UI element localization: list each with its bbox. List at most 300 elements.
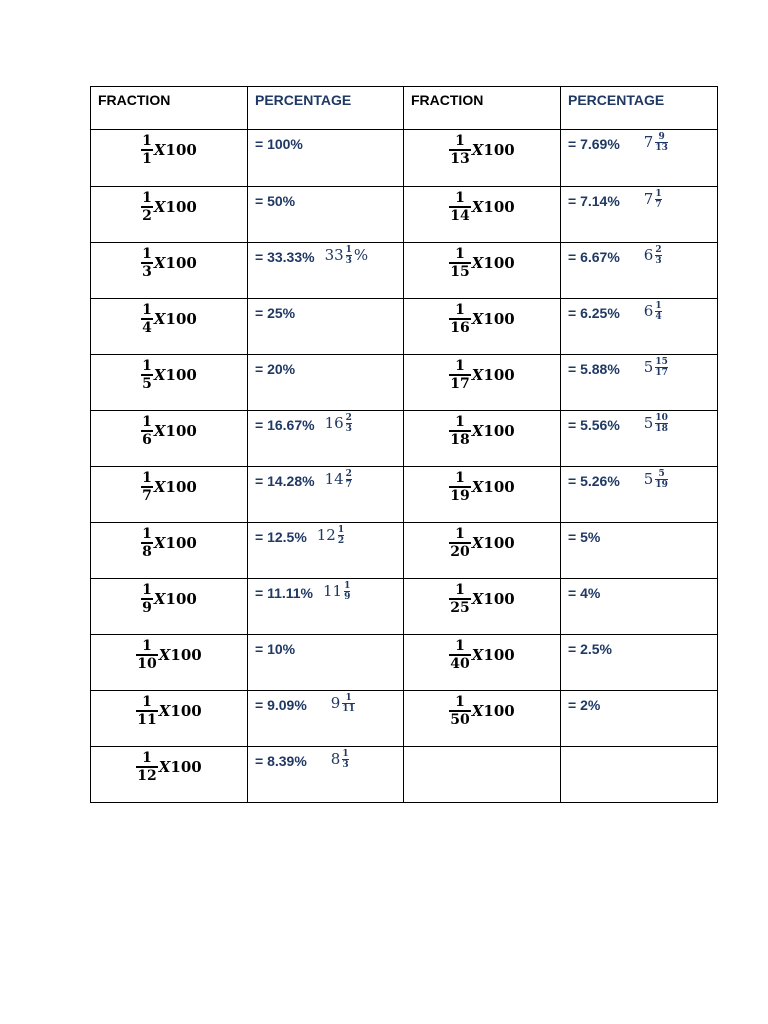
mixed-whole: 7: [643, 133, 654, 152]
mixed-denominator: 9: [344, 591, 351, 602]
multiplier: [472, 366, 515, 384]
fraction: [449, 302, 470, 336]
fraction-denominator: 3: [142, 264, 152, 280]
fraction-numerator: 1: [142, 638, 152, 654]
fraction: [449, 638, 470, 672]
mixed-denominator: 13: [655, 142, 668, 153]
table-row: [91, 579, 718, 635]
percentage-cell: [248, 747, 404, 803]
fraction-numerator: 1: [142, 414, 152, 430]
mixed-numerator: 9: [658, 131, 665, 142]
fraction-cell: [404, 243, 561, 299]
multiplier: [472, 141, 515, 159]
fraction-numerator: 1: [142, 358, 152, 374]
hundred-value: 100: [483, 422, 515, 440]
hundred-value: 100: [165, 310, 197, 328]
fraction-denominator: 20: [450, 544, 470, 560]
percentage-cell: [561, 747, 718, 803]
mixed-number: [644, 413, 668, 434]
mixed-whole: 8: [330, 750, 341, 769]
mixed-number: [331, 693, 355, 714]
table-row: [91, 747, 718, 803]
mixed-numerator: 1: [345, 692, 352, 703]
mixed-fraction: [655, 413, 668, 434]
percentage-cell: [248, 130, 404, 187]
fraction: [136, 694, 157, 728]
hundred-value: 100: [483, 366, 515, 384]
mixed-fraction: [655, 245, 661, 266]
fraction-expression: [449, 246, 514, 280]
fraction-expression: [449, 358, 514, 392]
percentage-cell: [248, 411, 404, 467]
table-row: [91, 130, 718, 187]
fraction-cell: [91, 691, 248, 747]
percentage-value: = 11.11%: [255, 585, 314, 601]
fraction-expression: [141, 246, 197, 280]
percentage-value: = 2%: [568, 697, 601, 713]
mixed-denominator: 11: [342, 703, 355, 714]
multiply-symbol: X: [471, 478, 484, 496]
hundred-value: 100: [483, 478, 515, 496]
fraction-denominator: 10: [137, 656, 157, 672]
fraction-expression: [141, 358, 197, 392]
hundred-value: 100: [483, 254, 515, 272]
multiply-symbol: X: [153, 478, 166, 496]
fraction-cell: [91, 243, 248, 299]
fraction-cell: [91, 579, 248, 635]
column-header-fraction: FRACTION: [91, 87, 248, 130]
fraction-expression: [141, 190, 197, 224]
fraction: [449, 582, 470, 616]
mixed-fraction: [342, 693, 355, 714]
percentage-cell: [561, 467, 718, 523]
hundred-value: 100: [165, 590, 197, 608]
hundred-value: 100: [170, 702, 202, 720]
mixed-denominator: 3: [342, 759, 349, 770]
fraction: [449, 246, 470, 280]
hundred-value: 100: [165, 254, 197, 272]
multiply-symbol: X: [471, 422, 484, 440]
fraction-expression: [449, 133, 514, 167]
mixed-number: [644, 357, 668, 378]
percentage-cell: [248, 299, 404, 355]
fraction: [141, 133, 153, 167]
mixed-denominator: 3: [345, 255, 352, 266]
fraction-expression: [141, 526, 197, 560]
mixed-number: [323, 581, 350, 602]
fraction-cell: [404, 355, 561, 411]
fraction-numerator: 1: [142, 750, 152, 766]
fraction-denominator: 1: [142, 151, 152, 167]
percentage-value: = 5%: [568, 529, 601, 545]
mixed-fraction: [655, 132, 668, 153]
multiply-symbol: X: [471, 141, 484, 159]
multiply-symbol: X: [471, 702, 484, 720]
mixed-number: [331, 749, 349, 770]
mixed-number: [644, 132, 668, 153]
mixed-whole: 5: [643, 470, 654, 489]
multiply-symbol: X: [153, 198, 166, 216]
mixed-fraction: [346, 245, 352, 266]
fraction-cell: [404, 299, 561, 355]
fraction-denominator: 15: [450, 264, 470, 280]
fraction-denominator: 5: [142, 376, 152, 392]
percentage-cell: [561, 355, 718, 411]
percentage-cell: [561, 635, 718, 691]
mixed-whole: 14: [324, 470, 344, 489]
multiplier: [154, 310, 197, 328]
fraction-expression: [141, 470, 197, 504]
mixed-denominator: 7: [345, 479, 352, 490]
mixed-fraction: [342, 749, 348, 770]
hundred-value: 100: [165, 141, 197, 159]
fraction-expression: [141, 302, 197, 336]
multiply-symbol: X: [471, 310, 484, 328]
fraction-cell: [404, 691, 561, 747]
mixed-fraction: [346, 469, 352, 490]
mixed-fraction: [338, 525, 344, 546]
hundred-value: 100: [483, 141, 515, 159]
fraction: [449, 414, 470, 448]
fraction-numerator: 1: [455, 694, 465, 710]
fraction-numerator: 1: [455, 582, 465, 598]
fraction-cell: [404, 579, 561, 635]
mixed-whole: 12: [316, 526, 336, 545]
percentage-cell: [561, 523, 718, 579]
fraction-denominator: 13: [450, 151, 470, 167]
multiply-symbol: X: [471, 590, 484, 608]
percentage-cell: [248, 355, 404, 411]
fraction: [141, 302, 153, 336]
mixed-denominator: 18: [655, 423, 668, 434]
percentage-value: = 33.33%: [255, 249, 315, 265]
mixed-number: [317, 525, 344, 546]
hundred-value: 100: [170, 646, 202, 664]
percentage-cell: [561, 243, 718, 299]
fraction-numerator: 1: [142, 302, 152, 318]
mixed-numerator: 1: [655, 300, 662, 311]
multiplier: [159, 758, 202, 776]
mixed-numerator: 2: [655, 244, 662, 255]
hundred-value: 100: [483, 534, 515, 552]
percentage-value: = 7.14%: [568, 193, 620, 209]
percentage-cell: [248, 635, 404, 691]
fraction-expression: [449, 582, 514, 616]
multiplier: [154, 534, 197, 552]
fraction-denominator: 9: [142, 600, 152, 616]
multiply-symbol: X: [153, 141, 166, 159]
fraction-numerator: 1: [455, 302, 465, 318]
multiplier: [159, 646, 202, 664]
table-row: [91, 187, 718, 243]
percentage-cell: [248, 187, 404, 243]
hundred-value: 100: [483, 310, 515, 328]
fraction-numerator: 1: [142, 582, 152, 598]
multiply-symbol: X: [471, 254, 484, 272]
hundred-value: 100: [483, 702, 515, 720]
mixed-numerator: 2: [345, 412, 352, 423]
mixed-fraction: [655, 357, 668, 378]
fraction-numerator: 1: [142, 694, 152, 710]
multiplier: [472, 646, 515, 664]
fraction-denominator: 2: [142, 208, 152, 224]
fraction: [141, 246, 153, 280]
mixed-fraction: [346, 413, 352, 434]
percentage-value: = 6.25%: [568, 305, 620, 321]
mixed-fraction: [655, 469, 668, 490]
percentage-value: = 5.56%: [568, 417, 620, 433]
multiply-symbol: X: [153, 534, 166, 552]
mixed-denominator: 17: [655, 367, 668, 378]
fraction-cell: [91, 467, 248, 523]
multiply-symbol: X: [158, 646, 171, 664]
mixed-denominator: 2: [337, 535, 345, 546]
hundred-value: 100: [165, 478, 197, 496]
mixed-numerator: 15: [655, 356, 668, 367]
fraction-numerator: 1: [142, 470, 152, 486]
fraction: [141, 414, 153, 448]
multiplier: [472, 702, 515, 720]
multiplier: [154, 141, 197, 159]
fraction: [141, 358, 153, 392]
percentage-value: = 12.5%: [255, 529, 307, 545]
mixed-number: [644, 469, 668, 490]
percentage-cell: [248, 467, 404, 523]
mixed-number: [325, 469, 352, 490]
fraction-denominator: 19: [450, 488, 470, 504]
percentage-cell: [248, 579, 404, 635]
fraction-numerator: 1: [455, 358, 465, 374]
fraction: [449, 694, 470, 728]
percentage-value: = 10%: [255, 641, 296, 657]
percentage-cell: [561, 299, 718, 355]
multiplier: [472, 254, 515, 272]
fraction-cell: [91, 187, 248, 243]
mixed-whole: 5: [643, 358, 654, 377]
percentage-value: = 6.67%: [568, 249, 620, 265]
fraction: [449, 190, 470, 224]
fraction-numerator: 1: [142, 190, 152, 206]
hundred-value: 100: [165, 534, 197, 552]
fraction-denominator: 6: [142, 432, 152, 448]
fraction-cell: [404, 130, 561, 187]
mixed-whole: 6: [643, 302, 654, 321]
fraction-denominator: 8: [142, 544, 152, 560]
mixed-whole: 7: [643, 190, 654, 209]
fraction-numerator: 1: [142, 526, 152, 542]
fraction-cell: [91, 747, 248, 803]
fraction-cell: [91, 411, 248, 467]
fraction-expression: [449, 526, 514, 560]
mixed-denominator: 3: [345, 423, 352, 434]
mixed-numerator: 1: [344, 580, 351, 591]
hundred-value: 100: [483, 646, 515, 664]
multiply-symbol: X: [153, 310, 166, 328]
multiply-symbol: X: [153, 422, 166, 440]
mixed-numerator: 2: [345, 468, 352, 479]
multiplier: [154, 478, 197, 496]
fraction-denominator: 11: [137, 712, 157, 728]
column-header-percentage: PERCENTAGE: [248, 87, 404, 130]
percentage-cell: [561, 130, 718, 187]
fraction-cell: [91, 130, 248, 187]
fraction-expression: [449, 414, 514, 448]
fraction-cell: [91, 523, 248, 579]
table-row: [91, 523, 718, 579]
table-header-row: [91, 87, 718, 130]
multiplier: [472, 478, 515, 496]
multiplier: [154, 198, 197, 216]
fraction-expression: [141, 582, 197, 616]
mixed-whole: 5: [643, 414, 654, 433]
fraction: [141, 526, 153, 560]
mixed-numerator: 5: [658, 468, 665, 479]
mixed-whole: 6: [643, 246, 654, 265]
hundred-value: 100: [483, 198, 515, 216]
fraction-expression: [449, 190, 514, 224]
hundred-value: 100: [170, 758, 202, 776]
percentage-value: = 20%: [255, 361, 296, 377]
percentage-value: = 16.67%: [255, 417, 315, 433]
mixed-fraction: [655, 189, 661, 210]
fraction: [449, 526, 470, 560]
hundred-value: 100: [165, 422, 197, 440]
fraction-numerator: 1: [142, 246, 152, 262]
fraction-expression: [141, 414, 197, 448]
fraction: [449, 133, 470, 167]
multiplier: [154, 366, 197, 384]
fraction: [449, 470, 470, 504]
multiplier: [472, 310, 515, 328]
mixed-numerator: 10: [655, 412, 668, 423]
fraction-cell: [404, 523, 561, 579]
multiplier: [472, 422, 515, 440]
fraction: [141, 582, 153, 616]
multiplier: [154, 254, 197, 272]
table-row: [91, 691, 718, 747]
fraction-cell: [404, 635, 561, 691]
multiply-symbol: X: [471, 646, 484, 664]
percentage-value: = 14.28%: [255, 473, 315, 489]
fraction-numerator: 1: [142, 133, 152, 149]
multiply-symbol: X: [153, 254, 166, 272]
percentage-value: = 25%: [255, 305, 296, 321]
hundred-value: 100: [165, 198, 197, 216]
fraction-denominator: 18: [450, 432, 470, 448]
multiply-symbol: X: [153, 590, 166, 608]
percentage-cell: [561, 579, 718, 635]
hundred-value: 100: [483, 590, 515, 608]
fraction-percentage-table: [90, 86, 718, 803]
fraction-denominator: 7: [142, 488, 152, 504]
fraction-numerator: 1: [455, 526, 465, 542]
percent-suffix: %: [353, 246, 369, 265]
fraction: [136, 638, 157, 672]
mixed-numerator: 1: [337, 524, 345, 535]
fraction-numerator: 1: [455, 638, 465, 654]
percentage-value: = 4%: [568, 585, 601, 601]
column-header-percentage: PERCENTAGE: [561, 87, 718, 130]
mixed-denominator: 7: [655, 199, 662, 210]
percentage-value: = 5.26%: [568, 473, 620, 489]
fraction: [141, 190, 153, 224]
fraction-numerator: 1: [455, 190, 465, 206]
percentage-value: = 100%: [255, 136, 303, 152]
fraction-cell: [404, 747, 561, 803]
percentage-cell: [248, 691, 404, 747]
fraction-denominator: 12: [137, 768, 157, 784]
fraction-cell: [404, 187, 561, 243]
percentage-cell: [561, 187, 718, 243]
fraction: [141, 470, 153, 504]
table-row: [91, 635, 718, 691]
table-row: [91, 467, 718, 523]
fraction-denominator: 25: [450, 600, 470, 616]
multiply-symbol: X: [471, 198, 484, 216]
fraction-denominator: 50: [450, 712, 470, 728]
multiply-symbol: X: [153, 366, 166, 384]
column-header-fraction: FRACTION: [404, 87, 561, 130]
fraction-expression: [449, 694, 514, 728]
multiplier: [159, 702, 202, 720]
multiplier: [472, 534, 515, 552]
mixed-number: [644, 245, 662, 266]
fraction-cell: [91, 355, 248, 411]
percentage-cell: [248, 523, 404, 579]
mixed-denominator: 4: [655, 311, 662, 322]
percentage-cell: [561, 691, 718, 747]
mixed-fraction: [655, 301, 661, 322]
table-row: [91, 355, 718, 411]
fraction: [136, 750, 157, 784]
fraction-cell: [404, 467, 561, 523]
mixed-number: [325, 413, 352, 434]
multiply-symbol: X: [158, 758, 171, 776]
mixed-denominator: 3: [655, 255, 662, 266]
mixed-whole: 33: [324, 246, 344, 265]
fraction: [449, 358, 470, 392]
fraction-numerator: 1: [455, 470, 465, 486]
fraction-expression: [136, 638, 201, 672]
mixed-number: [644, 189, 662, 210]
mixed-whole: 11: [323, 582, 343, 601]
fraction-denominator: 14: [450, 208, 470, 224]
hundred-value: 100: [165, 366, 197, 384]
mixed-numerator: 1: [345, 244, 352, 255]
multiply-symbol: X: [471, 534, 484, 552]
fraction-denominator: 40: [450, 656, 470, 672]
fraction-expression: [449, 302, 514, 336]
table-row: [91, 243, 718, 299]
table-row: [91, 411, 718, 467]
table-row: [91, 299, 718, 355]
fraction-numerator: 1: [455, 414, 465, 430]
mixed-number: [644, 301, 662, 322]
fraction-expression: [449, 638, 514, 672]
fraction-expression: [136, 694, 201, 728]
fraction-denominator: 4: [142, 320, 152, 336]
fraction-cell: [91, 635, 248, 691]
fraction-numerator: 1: [455, 133, 465, 149]
fraction-expression: [136, 750, 201, 784]
percentage-value: = 5.88%: [568, 361, 620, 377]
fraction-expression: [449, 470, 514, 504]
percentage-value: = 7.69%: [568, 136, 620, 152]
percentage-value: = 9.09%: [255, 697, 307, 713]
multiplier: [472, 198, 515, 216]
mixed-numerator: 1: [342, 748, 349, 759]
multiplier: [154, 422, 197, 440]
